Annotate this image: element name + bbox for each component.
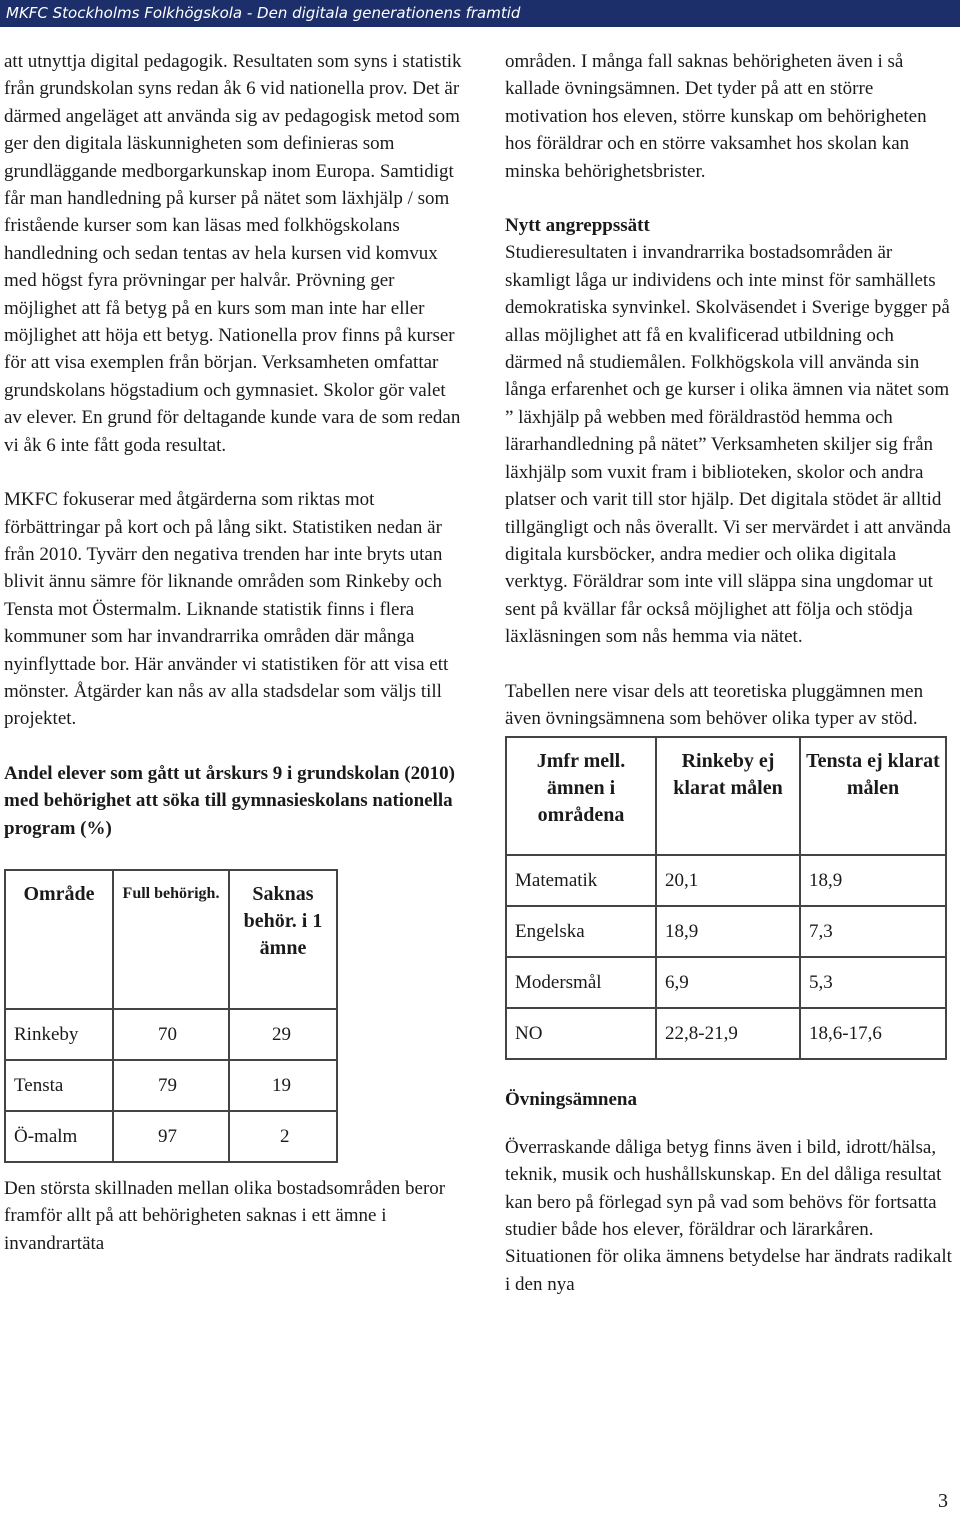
right-paragraph-2: Studieresultaten i invandrarrika bostadsområden är skamligt låga ur individens och inte minst för samhällets demokratiska synvinkel. Skolväsendet i Sverige bygger på allas möjlighet att få en kvalificerad utbildning och därmed nå studiemålen. Folkhögskola vill använda sin långa erfarenhet och ge kurser i olika ämnen via nätet som ” läxhjälp på webben med föräldrastöd hemma och lärarhandledning på nätet” Verksamheten skiljer sig från läxhjälp som vuxit fram i biblioteken, skolor och andra platser och varit till stor hjälp. Det digitala stödet är alltid tillgängligt och nås överallt. Vi ser mervärdet i att använda digitala kursböcker, andra medier och olika digitala verktyg. Föräldrar som inte vill släppa sina ungdomar ut sent på kvällar får också möjlighet att följa och stödja läxläsningen som nås hemma via nätet. <box>505 242 951 648</box>
table-header-row <box>506 737 946 855</box>
page-number: 3 <box>938 1490 948 1512</box>
table-row <box>506 855 946 906</box>
table-cell: 7,3 <box>800 906 946 957</box>
table-header-cell: Tensta ej klarat målen <box>800 737 946 855</box>
table-cell: Modersmål <box>506 957 656 1008</box>
table-row <box>506 1008 946 1059</box>
table-header-cell: Saknas behör. i 1 ämne <box>229 870 337 1009</box>
table-cell: 19 <box>229 1060 337 1111</box>
table-cell: 29 <box>229 1009 337 1060</box>
left-column <box>4 48 462 1257</box>
table-header-cell: Jmfr mell. ämnen i områdena <box>506 737 656 855</box>
table-cell: NO <box>506 1008 656 1059</box>
right-paragraph-1: områden. I många fall saknas behörigheten även i så kallade övningsämnen. Det tyder på att en större motivation hos eleven, större kunskap om behörigheten hos föräldrar och en större vaksamhet hos skolan kan minska behörighetsbrister. <box>505 51 927 182</box>
table-cell: 70 <box>113 1009 229 1060</box>
table-cell: 79 <box>113 1060 229 1111</box>
table-row <box>506 906 946 957</box>
table-cell: 2 <box>229 1111 337 1162</box>
table-cell: Rinkeby <box>5 1009 113 1060</box>
table-cell: 18,9 <box>800 855 946 906</box>
table-header-row <box>5 870 337 1009</box>
table-cell: Engelska <box>506 906 656 957</box>
left-paragraph-3: Den största skillnaden mellan olika bostadsområden beror framför allt på att behörigheten saknas i ett ämne i invandrartäta <box>4 1177 446 1254</box>
right-paragraph-3: Tabellen nere visar dels att teoretiska pluggämnen men även övningsämnena som behöver olika typer av stöd. <box>505 680 924 729</box>
page-header <box>0 0 960 27</box>
table-cell: 20,1 <box>656 855 800 906</box>
table-cell: 18,9 <box>656 906 800 957</box>
table-cell: 6,9 <box>656 957 800 1008</box>
right-paragraph-4: Överraskande dåliga betyg finns även i bild, idrott/hälsa, teknik, musik och hushållskunskap. En del dåliga resultat kan bero på förlegad syn på vad som behövs för fortsatta studier både hos elever, föräldrar och lärarkåren. Situationen för olika ämnens betydelse har ändrats radikalt i den nya <box>505 1136 952 1295</box>
right-column <box>505 48 955 1298</box>
table-header-cell: Rinkeby ej klarat målen <box>656 737 800 855</box>
section-heading-nytt-angreppssatt: Nytt angreppssätt <box>505 215 650 237</box>
table-title: Andel elever som gått ut årskurs 9 i grundskolan (2010) med behörighet att söka till gymnasieskolans nationella program (%) <box>4 762 455 839</box>
left-paragraph-1: att utnyttja digital pedagogik. Resultaten som syns i statistik från grundskolan syns redan åk 6 vid nationella prov. Det är därmed angeläget att använda sig av pedagogisk metod som ger den digitala läskunnigheten som definieras som grundläggande medborgarkunskap inom Europa. Samtidigt får man handledning på kurser på nätet som läxhjälp / som fristående kurser som kan läsas med folkhögskolans handledning och sedan tentas av hela kursen vid komvux med högst fyra prövningar per halvår. Prövning ger möjlighet att få betyg på en kurs som man inte har eller möjlighet att höja ett betyg. Nationella prov finns på kurser för att visa exemplen från början. Verksamheten omfattar grundskolans högstadium och gymnasiet. Skolor gör valet av elever. En grund för deltagande kunde vara de som redan vi åk 6 inte fått goda resultat. <box>4 51 462 456</box>
left-paragraph-2: MKFC fokuserar med åtgärderna som riktas mot förbättringar på kort och på lång sikt. Statistiken nedan är från 2010. Tyvärr den negativa trenden har inte bryts utan blivit ännu sämre för liknande områden som Rinkeby och Tensta mot Östermalm. Liknande statistik finns i flera kommuner som har invandrarrika områden där många nyinflyttade bor. Här använder vi statistiken för att visa ett mönster. Åtgärder kan nås av alla stadsdelar som väljs till projektet. <box>4 489 449 730</box>
table-cell: 5,3 <box>800 957 946 1008</box>
table-row <box>5 1111 337 1162</box>
table-cell: Matematik <box>506 855 656 906</box>
header-title: MKFC Stockholms Folkhögskola - Den digitala generationens framtid <box>6 4 521 22</box>
table-cell: Ö-malm <box>5 1111 113 1162</box>
table-row <box>5 1060 337 1111</box>
table-row <box>506 957 946 1008</box>
table-header-cell: Område <box>5 870 113 1009</box>
eligibility-table <box>4 869 338 1163</box>
table-cell: 97 <box>113 1111 229 1162</box>
section-heading-ovningsamnena: Övningsämnena <box>505 1089 637 1111</box>
table-row <box>5 1009 337 1060</box>
table-cell: Tensta <box>5 1060 113 1111</box>
table-cell: 22,8-21,9 <box>656 1008 800 1059</box>
table-header-cell: Full behörigh. <box>113 870 229 1009</box>
table-cell: 18,6-17,6 <box>800 1008 946 1059</box>
subjects-table <box>505 736 947 1060</box>
